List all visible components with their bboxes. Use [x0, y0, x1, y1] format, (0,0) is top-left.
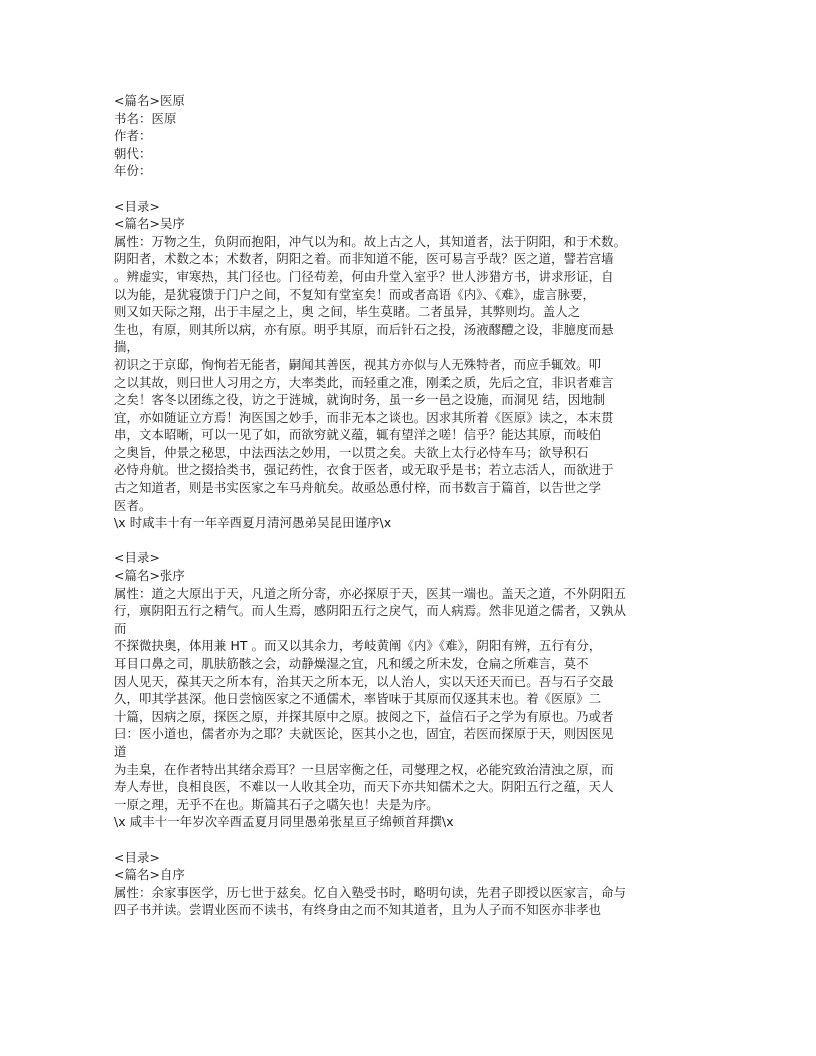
text-line: 属性：道之大原出于天，凡道之所分寄，亦必探原于天，医其一端也。盖天之道，不外阴阳五	[114, 585, 627, 601]
text-line: 为圭臬，在作者特出其绪余焉耳？一旦居宰衡之任，司燮理之权，必能究致治清浊之原，而	[114, 761, 614, 777]
text-line: 寿人寿世，良相良医，不难以一人收其全功，而天下亦共知儒术之大。阴阳五行之蕴，天人	[114, 779, 614, 795]
text-line: 而	[114, 620, 127, 636]
text-line: 四子书并读。尝谓业医而不读书，有终身由之而不知其道者，且为人子而不知医亦非孝也	[114, 902, 602, 918]
text-line: 耳目口鼻之司，肌肤筋骸之会，动静燥湿之宜，凡和缓之所未发，仓扁之所难言，莫不	[114, 656, 589, 671]
text-line: <目录>	[114, 849, 160, 865]
text-line: 宜，亦如随证立方焉！洵医国之妙手，而非无本之谈也。因求其所着《医原》读之，本末贯	[114, 409, 614, 425]
text-line: 十篇，因病之原，探医之原，并探其原中之原。披阅之下，益信石子之学为有原也。乃或者	[114, 708, 614, 724]
text-line: 之以其故，则曰世人习用之方，大率类此，而轻重之准，刚柔之质，先后之宜，非识者难言	[114, 374, 614, 390]
text-line: <篇名>吴序	[114, 216, 185, 232]
text-line: 阴阳者，术数之本；术数者，阴阳之着。而非知道不能，医可易言乎哉？医之道，譬若宫墙	[114, 251, 614, 267]
text-line: 行，禀阴阳五行之精气。而人生焉，感阴阳五行之戾气，而人病焉。然非见道之儒者，又孰从	[114, 603, 627, 619]
text-line: 书名：医原	[114, 110, 177, 126]
text-line: 不探微抉奥，体用兼 HT 。而又以其余力，考岐黄阐《内》《难》，阴阳有辨，五行有分，	[114, 638, 602, 654]
text-line: <篇名>张序	[114, 568, 185, 584]
text-line: 曰：医小道也，儒者亦为之耶？夫就医论，医其小之也，固宜，若医而探原于天，则因医见	[114, 726, 614, 742]
text-line: 因人见天，葆其天之所本有，治其天之所本无，以人治人，实以天还天而已。吾与石子交最	[114, 673, 614, 689]
text-line: \x 咸丰十一年岁次辛酉孟夏月同里愚弟张星亘子绵顿首拜撰\x	[114, 814, 454, 830]
text-line: 道	[114, 743, 127, 759]
text-line: 之矣！客冬以团练之役，访之于涟城，就询时务，虽一乡一邑之设施，而洞见 结，因地制	[114, 392, 606, 408]
text-line: <篇名>医原	[114, 93, 185, 108]
text-line: 则又如天际之翔，出于丰屋之上，奥 之间，毕生莫睹。二者虽异，其弊则均。盖人之	[114, 304, 581, 320]
document-text-body	[114, 92, 714, 919]
text-line: 属性：余家事医学，历七世于兹矣。忆自入塾受书时，略明句读，先君子即授以医家言，命与	[114, 884, 627, 900]
text-line: 。辨虚实，审寒热，其门径也。门径苟差，何由升堂入室乎？世人涉猎方书，讲求形证，自	[114, 268, 614, 284]
text-line: 医者。	[114, 497, 152, 513]
text-line: <目录>	[114, 198, 160, 214]
blank-line	[114, 831, 714, 849]
text-line: <篇名>自序	[114, 867, 185, 883]
blank-line	[114, 532, 714, 550]
text-line: 揣，	[114, 339, 139, 355]
text-line: 以为能，是犹寝馈于门户之间，不复知有堂室矣！而或者高语《内》、《难》，虚言脉要，	[114, 286, 596, 302]
blank-line	[114, 180, 714, 198]
text-line: 年份：	[114, 163, 152, 179]
text-line: 必恃舟航。世之掇拾类书，强记药性，衣食于医者，或无取乎是书；若立志活人，而欲进于	[114, 462, 614, 478]
text-line: 久，叩其学甚深。他日尝恼医家之不通儒术，率皆味于其原而仅逐其末也。着《医原》二	[114, 691, 602, 707]
text-line: 古之知道者，则是书实医家之车马舟航矣。故亟怂恿付梓，而书数言于篇首，以告世之学	[114, 480, 602, 496]
text-line: 串，文本昭晰，可以一见了如，而欲穷就义蕴，辄有望洋之嗟！信乎？能达其原，而岐伯	[114, 427, 602, 443]
text-line: 之奥旨，仲景之秘思，中法西法之妙用，一以贯之矣。夫欲上太行必恃车马；欲导积石	[114, 444, 589, 460]
text-line: 朝代：	[114, 145, 152, 161]
text-line: <目录>	[114, 550, 160, 566]
text-line: \x 时咸丰十有一年辛酉夏月清河愚弟吴昆田谨序\x	[114, 515, 392, 531]
text-line: 初识之于京邸，恂恂若无能者，嗣闻其善医，视其方亦似与人无殊特者，而应手辄效。叩	[114, 356, 602, 372]
text-line: 作者：	[114, 128, 152, 144]
text-line: 一原之理，无乎不在也。斯篇其石子之嚆矢也！夫是为序。	[114, 796, 439, 812]
text-line: 属性：万物之生，负阴而抱阳，冲气以为和。故上古之人，其知道者，法于阴阳，和于术数。	[114, 233, 627, 249]
text-line: 生也，有原，则其所以病，亦有原。明乎其原，而后针石之投，汤液醪醴之设，非臆度而悬	[114, 321, 614, 337]
